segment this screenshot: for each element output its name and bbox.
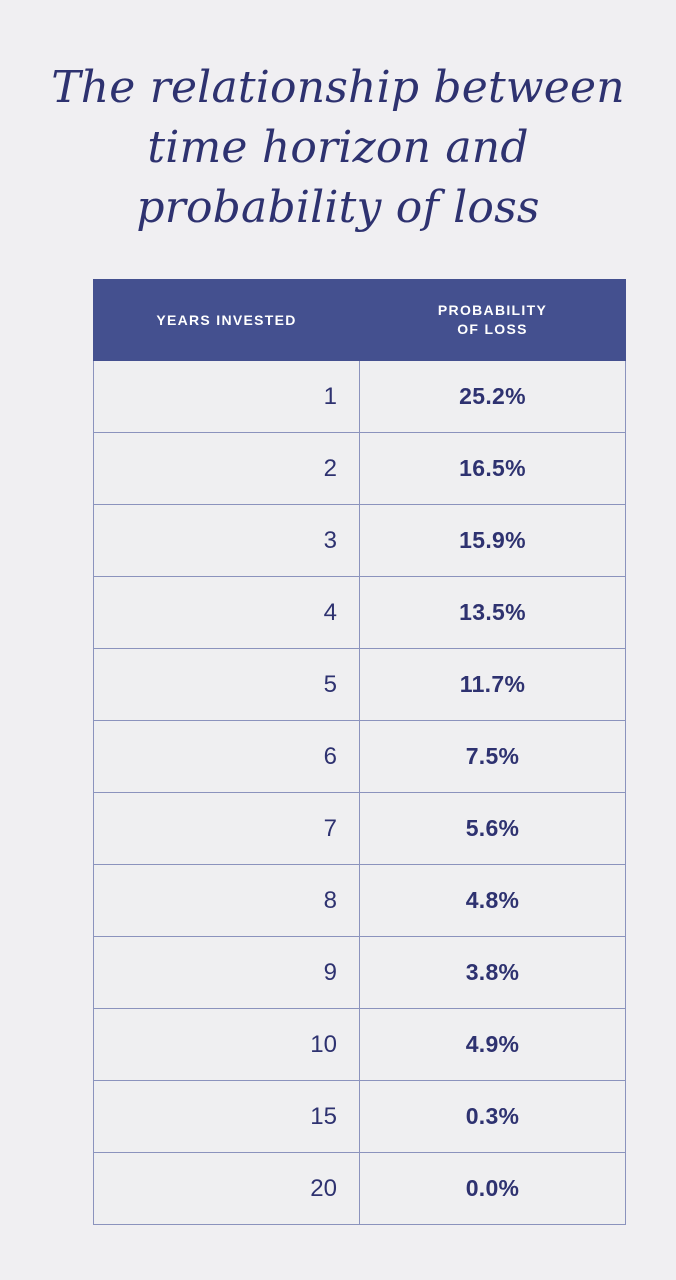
cell-probability: 3.8%: [360, 937, 626, 1009]
cell-years: 15: [94, 1081, 360, 1153]
table-header-row: [94, 280, 626, 361]
cell-probability: 25.2%: [360, 361, 626, 433]
cell-years: 4: [94, 577, 360, 649]
cell-years: 3: [94, 505, 360, 577]
cell-years: 7: [94, 793, 360, 865]
probability-table: [93, 279, 626, 1225]
table-row: [94, 865, 626, 937]
cell-probability: 0.3%: [360, 1081, 626, 1153]
cell-years: 5: [94, 649, 360, 721]
table-row: [94, 649, 626, 721]
probability-table-container: [93, 279, 583, 1225]
page-title: The relationship between time horizon and probability of loss: [51, 62, 625, 233]
table-row: [94, 1153, 626, 1225]
table-row: [94, 793, 626, 865]
cell-years: 1: [94, 361, 360, 433]
table-row: [94, 505, 626, 577]
table-header: [94, 280, 626, 361]
column-header-years-invested-line1: YEARS INVESTED: [156, 311, 297, 328]
cell-probability: 15.9%: [360, 505, 626, 577]
table-row: [94, 433, 626, 505]
cell-probability: 4.9%: [360, 1009, 626, 1081]
column-header-probability-line2: OF LOSS: [457, 321, 528, 338]
cell-probability: 7.5%: [360, 721, 626, 793]
cell-years: 6: [94, 721, 360, 793]
table-row: [94, 1009, 626, 1081]
column-header-probability-line1: PROBABILITY: [437, 302, 548, 319]
cell-probability: 5.6%: [360, 793, 626, 865]
table-row: [94, 1081, 626, 1153]
cell-probability: 13.5%: [360, 577, 626, 649]
cell-years: 8: [94, 865, 360, 937]
table-row: [94, 721, 626, 793]
cell-years: 9: [94, 937, 360, 1009]
column-header-years-invested: [94, 280, 360, 361]
table-body: [94, 361, 626, 1225]
column-header-probability-of-loss: [360, 280, 626, 361]
table-row: [94, 577, 626, 649]
table-row: [94, 937, 626, 1009]
cell-probability: 16.5%: [360, 433, 626, 505]
cell-probability: 11.7%: [360, 649, 626, 721]
cell-years: 20: [94, 1153, 360, 1225]
cell-years: 2: [94, 433, 360, 505]
cell-probability: 4.8%: [360, 865, 626, 937]
cell-years: 10: [94, 1009, 360, 1081]
table-row: [94, 361, 626, 433]
cell-probability: 0.0%: [360, 1153, 626, 1225]
